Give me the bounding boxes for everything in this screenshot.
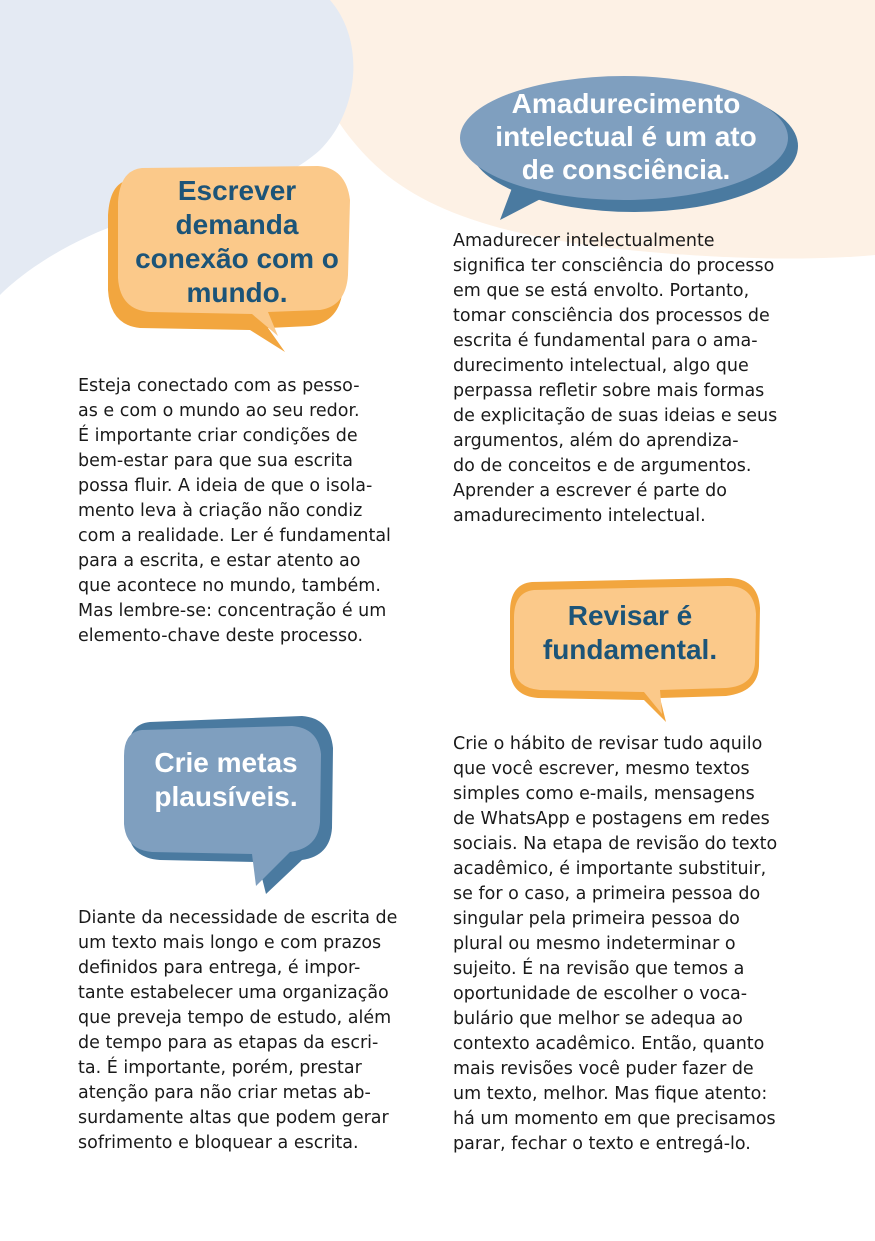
text-line: atenção para não criar metas ab-: [78, 1083, 371, 1103]
text-line: em que se está envolto. Portanto,: [453, 281, 750, 301]
heading-conexao: Escrever demanda conexão com o mundo.: [135, 175, 339, 308]
text-line: há um momento em que precisamos: [453, 1109, 776, 1129]
text-line: perpassa refletir sobre mais formas: [453, 381, 765, 401]
text-line: as e com o mundo ao seu redor.: [78, 401, 360, 421]
text-line: escrita é fundamental para o ama-: [453, 331, 758, 351]
text-line: plural ou mesmo indeterminar o: [453, 934, 736, 954]
text-line: mais revisões você puder fazer de: [453, 1059, 754, 1079]
text-line: de tempo para as etapas da escri-: [78, 1033, 379, 1053]
text-line: se for o caso, a primeira pessoa do: [453, 884, 761, 904]
text-line: elemento-chave deste processo.: [78, 626, 364, 646]
text-line: simples como e-mails, mensagens: [453, 784, 755, 804]
text-line: parar, fechar o texto e entregá-lo.: [453, 1134, 751, 1154]
text-line: bem-estar para que sua escrita: [78, 451, 353, 471]
text-line: Amadurecer intelectualmente: [453, 231, 715, 251]
heading-amadurecimento: Amadurecimento intelectual é um ato de consciência.: [495, 87, 757, 185]
text-line: surdamente altas que podem gerar: [78, 1108, 389, 1128]
text-line: que você escrever, mesmo textos: [453, 759, 750, 779]
text-line: argumentos, além do aprendiza-: [453, 431, 739, 451]
text-line: um texto mais longo e com prazos: [78, 933, 382, 953]
text-line: bulário que melhor se adequa ao: [453, 1009, 743, 1029]
text-line: mento leva à criação não condiz: [78, 501, 363, 521]
text-line: com a realidade. Ler é fundamental: [78, 526, 391, 546]
text-line: singular pela primeira pessoa do: [453, 909, 740, 929]
heading-revisar: Revisar é fundamental.: [542, 600, 718, 665]
text-line: Esteja conectado com as pesso-: [78, 376, 360, 396]
text-line: acadêmico, é importante substituir,: [453, 859, 767, 879]
text-line: Aprender a escrever é parte do: [453, 481, 727, 501]
text-line: oportunidade de escolher o voca-: [453, 984, 748, 1004]
heading-metas: Crie metas plausíveis.: [154, 747, 298, 812]
text-line: do de conceitos e de argumentos.: [453, 456, 752, 476]
text-line: definidos para entrega, é impor-: [78, 958, 361, 978]
text-line: tomar consciência dos processos de: [453, 306, 770, 326]
text-line: contexto acadêmico. Então, quanto: [453, 1034, 765, 1054]
paragraph-amadurecimento: [453, 229, 813, 529]
text-line: sociais. Na etapa de revisão do texto: [453, 834, 778, 854]
text-line: sujeito. É na revisão que temos a: [453, 959, 745, 979]
text-line: durecimento intelectual, algo que: [453, 356, 749, 376]
text-line: que acontece no mundo, também.: [78, 576, 381, 596]
text-line: um texto, melhor. Mas fique atento:: [453, 1084, 768, 1104]
paragraph-revisar: [453, 732, 813, 1157]
text-line: ta. É importante, porém, prestar: [78, 1058, 362, 1078]
text-line: tante estabelecer uma organização: [78, 983, 389, 1003]
text-line: possa fluir. A ideia de que o isola-: [78, 476, 373, 496]
text-line: para a escrita, e estar atento ao: [78, 551, 361, 571]
text-line: amadurecimento intelectual.: [453, 506, 706, 526]
paragraph-conexao: [78, 374, 418, 649]
text-line: significa ter consciência do processo: [453, 256, 775, 276]
text-line: Diante da necessidade de escrita de: [78, 908, 398, 928]
text-line: de WhatsApp e postagens em redes: [453, 809, 770, 829]
text-line: sofrimento e bloquear a escrita.: [78, 1133, 359, 1153]
paragraph-metas: [78, 906, 418, 1156]
text-line: Crie o hábito de revisar tudo aquilo: [453, 734, 763, 754]
text-line: que preveja tempo de estudo, além: [78, 1008, 392, 1028]
text-line: de explicitação de suas ideias e seus: [453, 406, 778, 426]
text-line: É importante criar condições de: [78, 426, 358, 446]
text-line: Mas lembre-se: concentração é um: [78, 601, 387, 621]
